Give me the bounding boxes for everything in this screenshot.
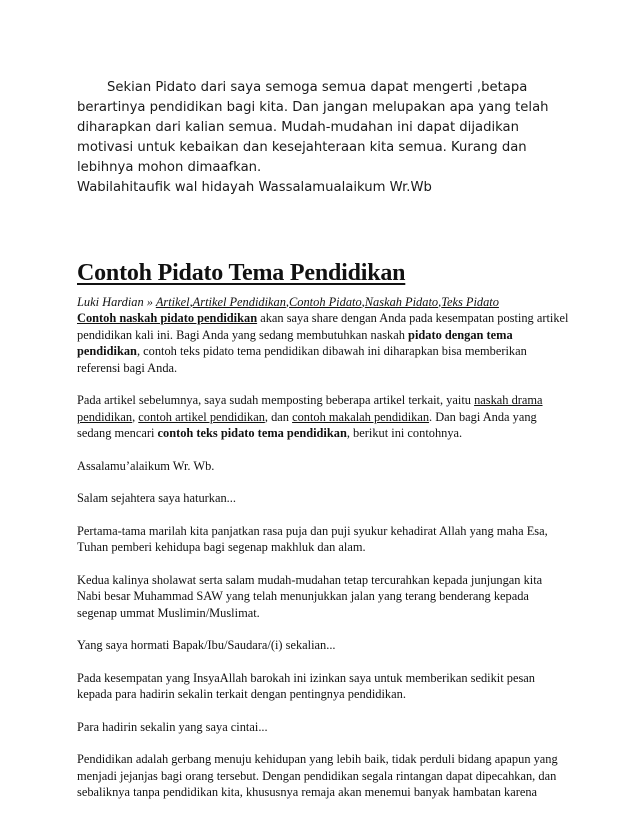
byline — [77, 294, 569, 310]
closing-paragraph: Sekian Pidato dari saya semoga semua dapat mengerti ,betapa berartinya pendidikan bagi kita. Dan jangan melupakan apa yang telah diharapkan dari kalian semua. Mudah-mudahan ini dapat dijadikan motivasi untuk kebaikan dan kesejahteraan kita semua. Kurang dan lebihnya mohon dimaafkan. — [77, 80, 549, 175]
paragraph-text: Pada artikel sebelumnya, saya sudah memposting beberapa artikel terkait, yaitu — [77, 393, 475, 407]
link-contoh-artikel-pendidikan[interactable]: contoh artikel pendidikan — [138, 409, 265, 424]
speech-paragraph: Assalamu’alaikum Wr. Wb. — [77, 458, 215, 473]
speech-paragraph: Yang saya hormati Bapak/Ibu/Saudara/(i) sekalian... — [77, 638, 336, 652]
tag-separator: , — [361, 295, 365, 309]
paragraph-text: , dan — [264, 409, 293, 424]
related-articles-paragraph — [77, 392, 569, 442]
article — [77, 258, 569, 817]
bold-keyword: pidato dengan tema pendidikan — [77, 327, 513, 358]
link-contoh-makalah-pendidikan[interactable]: contoh makalah pendidikan — [292, 409, 430, 424]
tag-link-artikel[interactable]: Artikel — [155, 295, 190, 309]
closing-speech-section — [77, 78, 577, 198]
byline-separator: » — [143, 295, 156, 309]
speech-paragraph: Para hadirin sekalin yang saya cintai... — [77, 719, 268, 734]
paragraph-text: akan saya share dengan Anda pada kesempatan posting artikel pendidikan kali ini. Bagi Anda yang sedang membutuhkan naskah — [77, 311, 569, 342]
paragraph-text: , berikut ini contohnya. — [346, 426, 463, 440]
tag-separator: , — [189, 295, 193, 309]
paragraph-text: . Dan bagi Anda yang sedang mencari — [77, 409, 537, 440]
article-title: Contoh Pidato Tema Pendidikan — [77, 260, 406, 286]
link-naskah-drama-pendidikan[interactable]: naskah drama pendidikan — [77, 393, 543, 424]
speech-paragraph: Kedua kalinya sholawat serta salam mudah-mudahan tetap tercurahkan kepada junjungan kita Nabi besar Muhammad SAW yang telah menunjukkan jalan yang terang benderang kepada segenap ummat Muslimin/Muslimat. — [77, 572, 543, 620]
paragraph-text: , — [132, 409, 139, 424]
tag-separator: , — [285, 295, 290, 309]
closing-salutation: Wabilahitaufik wal hidayah Wassalamualaikum Wr.Wb — [77, 180, 432, 195]
tag-link-naskah-pidato[interactable]: Naskah Pidato — [364, 295, 439, 309]
speech-paragraph: Salam sejahtera saya haturkan... — [77, 491, 236, 505]
tag-link-teks-pidato[interactable]: Teks Pidato — [441, 295, 499, 309]
tag-link-contoh-pidato[interactable]: Contoh Pidato — [289, 295, 362, 309]
tag-link-artikel-pendidikan[interactable]: Artikel Pendidikan — [192, 295, 286, 309]
byline-author: Luki Hardian — [77, 295, 144, 309]
speech-paragraph: Pertama-tama marilah kita panjatkan rasa puja dan puji syukur kehadirat Allah yang maha Esa, Tuhan pemberi kehidupa bagi segenap makhluk dan alam. — [77, 523, 548, 554]
speech-paragraph: Pada kesempatan yang InsyaAllah barokah ini izinkan saya untuk memberikan sedikit pesan kepada para hadirin sekalin terkait dengan pentingnya pendidikan. — [77, 670, 535, 701]
speech-paragraph: Pendidikan adalah gerbang menuju kehidupan yang lebih baik, tidak perduli bidang apapun yang menjadi jejanjas bagi orang tersebut. Dengan pendidikan segala rintangan dapat dipecahkan, dan sebaliknya tanpa pendidikan kita, khususnya remaja akan menemui banyak hambatan karena — [77, 752, 558, 799]
link-contoh-naskah-pidato[interactable]: Contoh naskah pidato pendidikan — [77, 311, 258, 325]
intro-paragraph — [77, 310, 569, 376]
paragraph-text: , contoh teks pidato tema pendidikan dibawah ini diharapkan bisa memberikan referensi bagi Anda. — [77, 344, 527, 375]
bold-keyword: contoh teks pidato tema pendidikan — [157, 426, 347, 440]
tag-separator: , — [438, 295, 442, 309]
